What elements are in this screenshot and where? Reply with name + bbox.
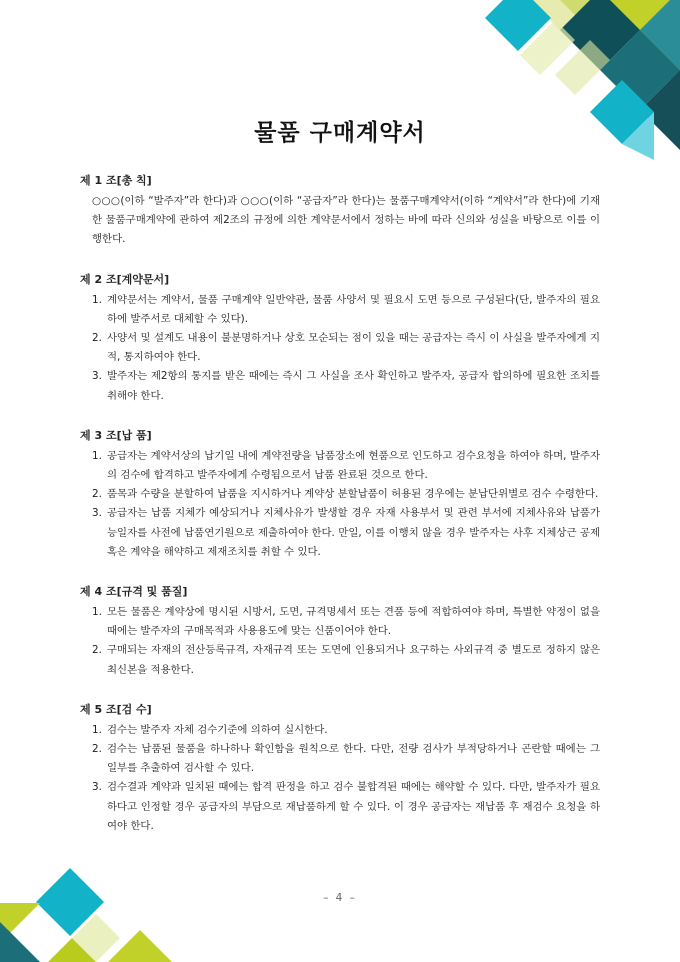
- article-3: [80, 427, 600, 562]
- item-number: 2.: [92, 644, 102, 657]
- list-item: [80, 329, 600, 367]
- article-items: [80, 291, 600, 406]
- list-item: [80, 447, 600, 485]
- list-item: [80, 291, 600, 329]
- item-text: 계약문서는 계약서, 물품 구매계약 일반약관, 물품 사양서 및 필요시 도면 등으로 구성된다(단, 발주자의 필요 하에 발주서로 대체할 수 있다).: [107, 293, 600, 325]
- item-number: 1.: [92, 449, 102, 462]
- page-number: – 4 –: [323, 892, 357, 904]
- article-heading: 제 3 조[납 품]: [80, 428, 152, 442]
- list-item: [80, 367, 600, 405]
- item-text: 검수는 발주자 자체 검수기준에 의하여 실시한다.: [107, 723, 328, 736]
- list-item: [80, 641, 600, 679]
- article-heading: 제 2 조[계약문서]: [80, 272, 170, 286]
- item-number: 2.: [92, 488, 102, 501]
- item-number: 1.: [92, 606, 102, 619]
- list-item: [80, 603, 600, 641]
- list-item: [80, 485, 600, 504]
- item-number: 1.: [92, 293, 102, 306]
- item-number: 3.: [92, 507, 102, 520]
- article-5: [80, 701, 600, 836]
- item-text: 공급자는 계약서상의 납기일 내에 계약전량을 납품장소에 현품으로 인도하고 검수요청을 하여야 하며, 발주자의 검수에 합격하고 발주자에게 수령됨으로서 납품 완료된 것으로 한다.: [107, 449, 600, 482]
- contract-body: [80, 172, 600, 857]
- article-items: [80, 447, 600, 562]
- article-items: [80, 603, 600, 680]
- article-heading: 제 1 조[총 칙]: [80, 174, 152, 187]
- article-1: [80, 172, 600, 250]
- item-number: 1.: [92, 723, 102, 736]
- page-title: 물품 구매계약서: [254, 120, 426, 146]
- item-number: 2.: [92, 332, 102, 345]
- list-item: [80, 721, 600, 740]
- item-text: 품목과 수량을 분할하여 납품을 지시하거나 계약상 분할납품이 허용된 경우에는 분납단위별로 검수 수령한다.: [107, 488, 599, 501]
- article-heading: 제 4 조[규격 및 품질]: [80, 585, 188, 599]
- item-number: 3.: [92, 370, 102, 383]
- list-item: [80, 740, 600, 778]
- item-number: 2.: [92, 743, 102, 756]
- list-item: [80, 778, 600, 836]
- item-text: 사양서 및 설계도 내용이 불분명하거나 상호 모순되는 점이 있을 때는 공급자는 즉시 이 사실을 발주자에게 지적, 통지하여야 한다.: [107, 332, 600, 364]
- item-text: 모든 물품은 계약상에 명시된 시방서, 도면, 규격명세서 또는 견품 등에 적합하여야 하며, 특별한 약정이 없을 때에는 발주자의 구매목적과 사용용도에 맞는 신품이어야 한다.: [107, 606, 600, 638]
- item-number: 3.: [92, 781, 102, 794]
- item-text: 발주자는 제2항의 통지를 받은 때에는 즉시 그 사실을 조사 확인하고 발주자, 공급자 합의하에 필요한 조치를 취해야 한다.: [107, 370, 600, 402]
- list-item: [80, 504, 600, 562]
- item-text: 검수결과 계약과 일치된 때에는 합격 판정을 하고 검수 불합격된 때에는 해약할 수 있다. 다만, 발주자가 필요하다고 인정할 경우 공급자의 부담으로 재납품하게 할 수 있다. 이 경우 공급자는 재납품 후 재검수 요청을 하여야 한다.: [107, 781, 600, 832]
- article-items: [80, 721, 600, 836]
- article-2: [80, 271, 600, 406]
- bottom-left-decoration: [0, 868, 172, 962]
- item-text: 공급자는 납품 지체가 예상되거나 지체사유가 발생할 경우 자재 사용부서 및 관련 부서에 지체사유와 납품가능일자를 사전에 납품연기원으로 제출하여야 한다. 만일, 이를 이행치 않을 경우 발주자는 사후 지체상근 공제 혹은 계약을 해약하고 제재조치를 취할 수 있다.: [107, 507, 600, 558]
- article-paragraph: ○○○(이하 “발주자”라 한다)과 ○○○(이하 “공급자”라 한다)는 물품구매계약서(이하 “계약서”라 한다)에 기재한 물품구매계약에 관하여 제2조의 규정에 의한 계약문서에서 정하는 바에 따라 신의와 성실을 바탕으로 이를 이행한다.: [92, 195, 600, 246]
- item-text: 구매되는 자재의 전산등록규격, 자재규격 또는 도면에 인용되거나 요구하는 사외규격 중 별도로 정하지 않은 최신본을 적용한다.: [107, 644, 600, 676]
- article-heading: 제 5 조[검 수]: [80, 702, 152, 716]
- item-text: 검수는 납품된 물품을 하나하나 확인함을 원칙으로 한다. 다만, 전량 검사가 부적당하거나 곤란할 때에는 그 일부를 추출하여 검사할 수 있다.: [107, 743, 600, 775]
- article-4: [80, 583, 600, 680]
